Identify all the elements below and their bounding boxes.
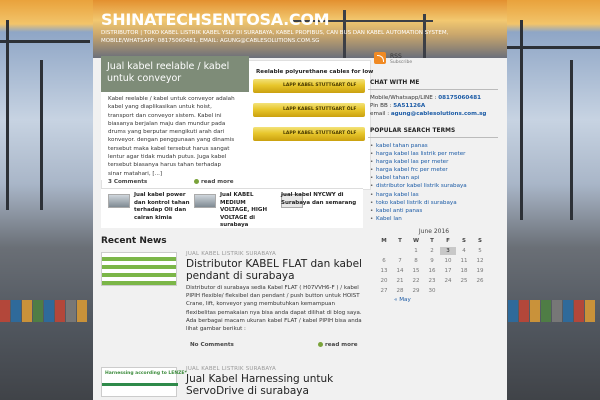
calendar-day: 13 <box>380 268 388 274</box>
calendar-caption: June 2016 <box>418 228 450 235</box>
calendar-day: 8 <box>414 258 418 264</box>
read-more-link[interactable] <box>194 179 234 185</box>
calendar-day: 14 <box>396 268 404 274</box>
cable-image: LAPP KABEL STUTTGART ÖLF <box>253 79 365 93</box>
crane-silhouette <box>507 46 600 49</box>
cable-image: LAPP KABEL STUTTGART ÖLF <box>253 103 365 117</box>
calendar-day: 18 <box>460 268 468 274</box>
chat-heading: CHAT WITH ME <box>368 76 498 90</box>
calendar-day: 1 <box>414 248 418 254</box>
featured-meta <box>101 176 363 188</box>
cable-image: LAPP KABEL STUTTGART ÖLF <box>253 127 365 141</box>
popular-term-link[interactable]: • kabel tahan panas <box>370 142 496 150</box>
calendar-day: 6 <box>382 258 386 264</box>
popular-term-link[interactable]: • kabel anti panas <box>370 207 496 215</box>
arrow-icon <box>318 342 323 347</box>
calendar-empty-cell <box>456 287 472 295</box>
calendar-day: 3 <box>440 247 456 255</box>
related-post-link[interactable]: Jual kabel NYCWY di Surabaya dan semarang <box>281 192 357 206</box>
popular-term-link[interactable]: • toko kabel listrik di surabaya <box>370 199 496 207</box>
chat-body <box>368 90 498 122</box>
calendar-day: 27 <box>380 288 388 294</box>
post-excerpt: Distributor di surabaya sedia Kabel FLAT ( H07VVH6-F ) / kabel PIPIH flexible/ fleksibel dan pendant / push button untuk HOIST Crane, lift, konveyor yang membutuhkan kemampuan flexibelitas pemakaian nya bisa anda dapat dilihat di blog saya. Ada berbagai macam ukuran kabel FLAT / kabel PIPIH bisa anda lihat gambar berikut : <box>186 285 362 333</box>
site-description: DISTRIBUTOR | TOKO KABEL LISTRIK KABEL YSLY DI SURABAYA, KABEL PROFIBUS, CAN BUS DAN KABEL AUTOMATION SYSTEM, MOBILE/WHATSAPP: 08175060481, EMAIL: AGUNG@CABLESOLUTIONS.COM.SG <box>101 30 449 44</box>
pin-value: 5A51126A <box>393 103 426 109</box>
pin-label: Pin BB : <box>370 103 394 109</box>
calendar-day: 28 <box>396 288 404 294</box>
related-post-link[interactable]: Jual KABEL MEDIUM VOLTAGE, HIGH VOLTAGE di surabaya <box>220 192 268 228</box>
calendar-empty-cell <box>392 247 408 255</box>
crane-silhouette <box>520 20 523 220</box>
mobile-label: Mobile/Whatsapp/LINE : <box>370 95 439 101</box>
read-more-link[interactable] <box>318 342 358 348</box>
calendar-day: 10 <box>444 258 452 264</box>
post-category[interactable]: JUAL KABEL LISTRIK SURABAYA <box>186 251 276 257</box>
crane-silhouette <box>570 60 573 220</box>
thumb-caption: Harnessing according to LENZE* <box>105 371 187 376</box>
popular-term-link[interactable]: • Kabel lan <box>370 215 496 223</box>
popular-term-link[interactable]: • distributor kabel listrik surabaya <box>370 182 496 190</box>
calendar-day: 23 <box>428 278 436 284</box>
crane-silhouette <box>6 20 9 210</box>
comments-link[interactable]: No Comments <box>190 342 234 348</box>
related-post-link[interactable]: Jual kabel power dan kontrol tahan terhadap Oli dan cairan kimia <box>134 192 190 221</box>
calendar-empty-cell <box>376 247 392 255</box>
email-link[interactable]: agung@cablesolutions.com.sg <box>390 111 487 117</box>
post-title[interactable]: Jual Kabel Harnessing untuk ServoDrive di surabaya <box>186 373 334 397</box>
rss-widget[interactable] <box>368 50 498 70</box>
post-thumbnail[interactable] <box>101 367 187 397</box>
calendar-day: 12 <box>476 258 484 264</box>
calendar-prev-month-link[interactable]: « May <box>394 297 411 303</box>
calendar-day: 29 <box>412 288 420 294</box>
popular-term-link[interactable]: • harga kabel frc per meter <box>370 166 496 174</box>
calendar-day-header: T <box>398 238 402 244</box>
calendar-day: 5 <box>478 248 482 254</box>
rss-label: RSS <box>390 53 402 60</box>
read-more-label: read more <box>325 342 358 348</box>
calendar-grid <box>376 237 492 295</box>
post-category[interactable]: JUAL KABEL LISTRIK SURABAYA <box>186 366 276 372</box>
container-stack <box>508 300 596 322</box>
post-title[interactable]: Distributor KABEL FLAT dan kabel pendant di surabaya <box>186 258 362 282</box>
popular-heading: POPULAR SEARCH TERMS <box>368 124 498 138</box>
calendar-day: 25 <box>460 278 468 284</box>
featured-excerpt: Kabel reelable / kabel untuk conveyor adalah kabel yang diaplikasikan untuk hoist, transport dan conveyor sistem. Kabel ini biasanya berjalan maju dan mundur pada drums yang berputar mengikuti arah dari konveyor. dengan penggunaan yang dinamis tersebut maka kabel tersebut harus sangat lentur agar tidak mudah putus. Juga kabel tersebut biasanya harus tahan terhadap sinar matahari, [...] <box>108 96 235 177</box>
container-stack <box>0 300 88 322</box>
calendar-day-header: T <box>430 238 434 244</box>
calendar-day-header: F <box>446 238 450 244</box>
calendar-day: 9 <box>430 258 434 264</box>
popular-term-link[interactable]: • harga kabel las listrik per meter <box>370 150 496 158</box>
mobile-number: 08175060481 <box>438 95 482 101</box>
email-label: email : <box>370 111 391 117</box>
comments-link[interactable]: 3 Comments <box>108 179 148 185</box>
calendar-day-header: S <box>462 238 466 244</box>
featured-image-caption: Reelable polyurethane cables for low <box>256 69 374 75</box>
calendar-day-header: W <box>412 238 420 244</box>
featured-title[interactable]: Jual kabel reelable / kabel untuk conveyor <box>107 61 230 84</box>
calendar-day: 26 <box>476 278 484 284</box>
calendar-day: 2 <box>430 248 434 254</box>
popular-term-link[interactable]: • harga kabel las <box>370 191 496 199</box>
calendar-day: 21 <box>396 278 404 284</box>
calendar-day-header: M <box>381 238 387 244</box>
crane-silhouette <box>0 40 90 43</box>
crane-silhouette <box>40 60 43 210</box>
arrow-icon <box>194 179 199 184</box>
calendar-empty-cell <box>472 287 488 295</box>
calendar-day: 17 <box>444 268 452 274</box>
calendar-day-header: S <box>478 238 482 244</box>
calendar-day: 22 <box>412 278 420 284</box>
rss-icon <box>374 52 386 64</box>
calendar-widget <box>376 228 492 303</box>
popular-terms-list <box>368 138 498 227</box>
calendar-day: 24 <box>444 278 452 284</box>
related-posts <box>101 188 363 228</box>
chat-widget <box>368 76 498 122</box>
post-thumbnail[interactable] <box>101 252 177 286</box>
featured-title-bar <box>101 56 249 92</box>
popular-term-link[interactable]: • harga kabel las per meter <box>370 158 496 166</box>
calendar-day: 20 <box>380 278 388 284</box>
rss-subscribe-label: Subscribe <box>390 60 413 65</box>
read-more-label: read more <box>201 179 234 185</box>
calendar-day: 19 <box>476 268 484 274</box>
recent-news-heading: Recent News <box>101 236 167 246</box>
calendar-day: 16 <box>428 268 436 274</box>
popular-terms-widget <box>368 124 498 227</box>
calendar-empty-cell <box>440 287 456 295</box>
site-title[interactable]: SHINATECHSENTOSA.COM <box>101 10 330 29</box>
related-thumbnail[interactable] <box>194 194 216 208</box>
calendar-day: 11 <box>460 258 468 264</box>
popular-term-link[interactable]: • kabel tahan api <box>370 174 496 182</box>
calendar-day: 7 <box>398 258 402 264</box>
calendar-day: 15 <box>412 268 420 274</box>
calendar-day: 30 <box>428 288 436 294</box>
related-thumbnail[interactable] <box>108 194 130 208</box>
calendar-day: 4 <box>462 248 466 254</box>
